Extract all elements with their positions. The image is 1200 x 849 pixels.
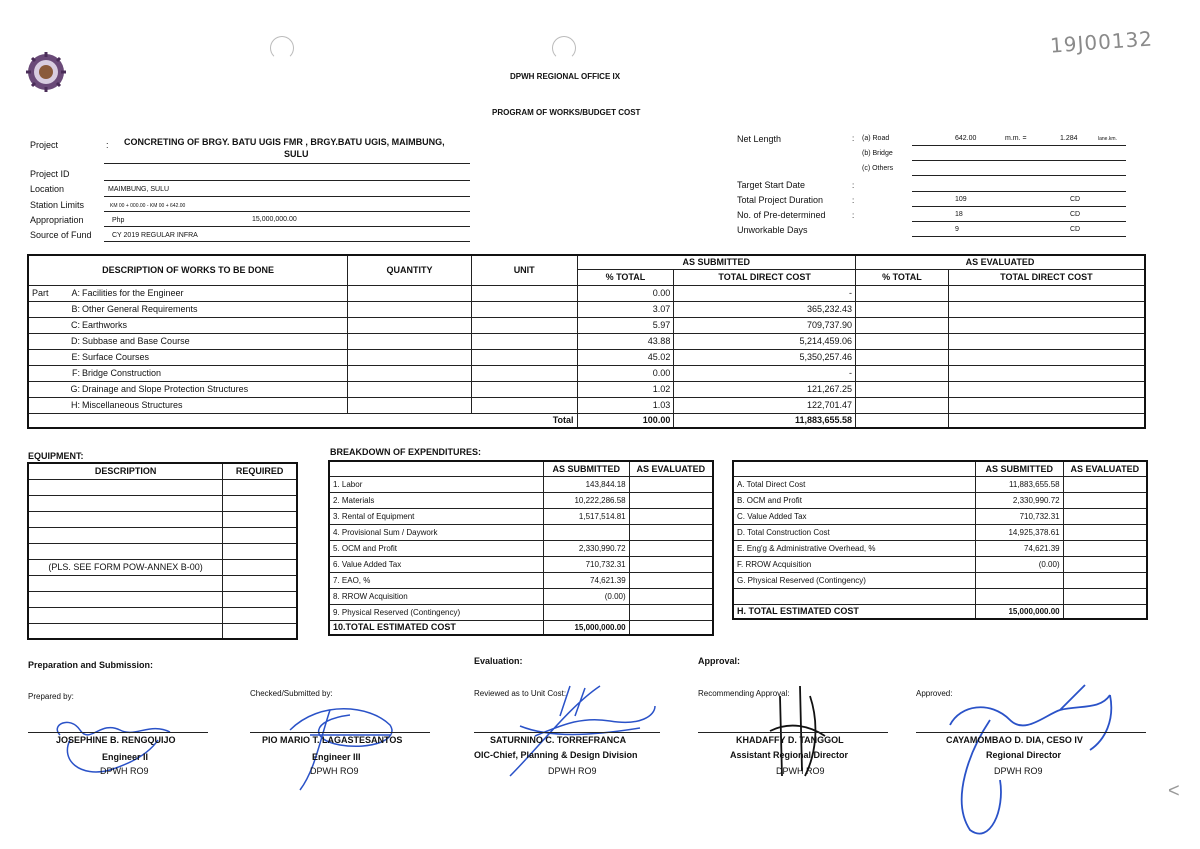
works-letter: C: xyxy=(71,320,80,330)
road-underline xyxy=(912,145,1126,146)
bridge-underline xyxy=(912,160,1126,161)
equipment-note: (PLS. SEE FORM POW-ANNEX B-00) xyxy=(28,559,223,575)
h-unit: UNIT xyxy=(471,255,577,285)
works-pct-evaluated xyxy=(856,349,949,365)
works-pct-evaluated xyxy=(856,381,949,397)
equipment-description xyxy=(28,479,223,495)
equipment-description xyxy=(28,623,223,639)
sig-1-line xyxy=(28,732,208,733)
works-desc: Surface Courses xyxy=(82,352,150,362)
summary-row xyxy=(733,476,1147,492)
works-row xyxy=(28,301,1145,317)
equipment-description xyxy=(28,607,223,623)
h-tdc-submitted: TOTAL DIRECT COST xyxy=(674,269,856,285)
others-label: (c) Others xyxy=(862,165,894,172)
h-equip-description: DESCRIPTION xyxy=(28,463,223,479)
equipment-row xyxy=(28,607,297,623)
form-title: PROGRAM OF WORKS/BUDGET COST xyxy=(492,108,641,117)
summary-row xyxy=(733,556,1147,572)
road-label: (a) Road xyxy=(862,135,890,142)
duration-value: 109 xyxy=(955,196,967,203)
breakdown-row xyxy=(329,572,713,588)
h-summary-submitted: AS SUBMITTED xyxy=(975,461,1063,476)
works-row xyxy=(28,381,1145,397)
breakdown-evaluated xyxy=(629,508,713,524)
works-row xyxy=(28,285,1145,301)
equipment-title: EQUIPMENT: xyxy=(28,451,84,461)
sig-3-office: DPWH RO9 xyxy=(548,766,597,776)
summary-row xyxy=(733,588,1147,604)
works-letter: F: xyxy=(72,368,80,378)
summary-label: G. Physical Reserved (Contingency) xyxy=(733,572,975,588)
breakdown-value: 2,330,990.72 xyxy=(543,540,629,556)
works-desc: Earthworks xyxy=(82,320,128,330)
equipment-required xyxy=(223,495,297,511)
works-desc: Bridge Construction xyxy=(82,368,162,378)
sig-4-title: Assistant Regional Director xyxy=(730,750,849,760)
eval-title: Evaluation: xyxy=(474,656,523,666)
summary-total-evaluated xyxy=(1063,604,1147,619)
breakdown-value: 710,732.31 xyxy=(543,556,629,572)
breakdown-value: (0.00) xyxy=(543,588,629,604)
works-letter: B: xyxy=(71,304,80,314)
breakdown-row xyxy=(329,604,713,620)
station-value: KM 00 + 000.00 - KM 00 + 642.00 xyxy=(110,203,186,209)
fund-underline xyxy=(104,241,470,242)
breakdown-evaluated xyxy=(629,588,713,604)
works-pct: 45.02 xyxy=(577,349,674,365)
sig-1-name: JOSEPHINE B. RENGQUIJO xyxy=(56,735,176,745)
works-unit xyxy=(471,397,577,413)
h-breakdown-submitted: AS SUBMITTED xyxy=(543,461,629,476)
predetermined-value: 18 xyxy=(955,211,963,218)
summary-label xyxy=(733,588,975,604)
breakdown-value: 143,844.18 xyxy=(543,476,629,492)
works-cost-evaluated xyxy=(948,285,1145,301)
breakdown-row xyxy=(329,588,713,604)
summary-value: (0.00) xyxy=(975,556,1063,572)
summary-value: 11,883,655.58 xyxy=(975,476,1063,492)
works-cost-evaluated xyxy=(948,301,1145,317)
station-underline xyxy=(104,211,470,212)
summary-row xyxy=(733,524,1147,540)
works-unit xyxy=(471,349,577,365)
hole-punch-center xyxy=(552,36,576,60)
sig-1-office: DPWH RO9 xyxy=(100,766,149,776)
handwritten-code: 19J00132 xyxy=(1049,26,1154,58)
checked-by-label: Checked/Submitted by: xyxy=(250,689,333,698)
works-cost: 709,737.90 xyxy=(674,317,856,333)
prepared-by-label: Prepared by: xyxy=(28,692,74,701)
equipment-table xyxy=(27,462,298,640)
breakdown-value: 1,517,514.81 xyxy=(543,508,629,524)
hole-punch-left xyxy=(270,36,294,60)
breakdown-label: 4. Provisional Sum / Daywork xyxy=(329,524,543,540)
equipment-description xyxy=(28,511,223,527)
equipment-description xyxy=(28,591,223,607)
equipment-description xyxy=(28,543,223,559)
summary-value xyxy=(975,572,1063,588)
dpwh-logo xyxy=(26,52,66,92)
unworkable-label: Unworkable Days xyxy=(737,225,808,235)
summary-value: 74,621.39 xyxy=(975,540,1063,556)
works-quantity xyxy=(348,349,472,365)
summary-row xyxy=(733,540,1147,556)
works-pct: 1.02 xyxy=(577,381,674,397)
works-desc: Subbase and Base Course xyxy=(82,336,190,346)
works-description xyxy=(28,333,348,349)
equipment-row xyxy=(28,543,297,559)
equipment-row xyxy=(28,559,297,575)
h-equip-required: REQUIRED xyxy=(223,463,297,479)
equipment-row xyxy=(28,527,297,543)
works-cost-evaluated xyxy=(948,365,1145,381)
works-letter: A: xyxy=(71,288,80,298)
equipment-required xyxy=(223,559,297,575)
summary-table xyxy=(732,460,1148,620)
works-cost-evaluated xyxy=(948,381,1145,397)
duration-underline xyxy=(912,206,1126,207)
equipment-required xyxy=(223,623,297,639)
h-breakdown-blank xyxy=(329,461,543,476)
location-value: MAIMBUNG, SULU xyxy=(108,186,170,193)
equipment-required xyxy=(223,575,297,591)
sig-2-office: DPWH RO9 xyxy=(310,766,359,776)
duration-label: Total Project Duration xyxy=(737,195,824,205)
net-length-label: Net Length xyxy=(737,134,782,144)
equipment-required xyxy=(223,543,297,559)
works-pct: 0.00 xyxy=(577,285,674,301)
works-pct-evaluated xyxy=(856,301,949,317)
h-summary-blank xyxy=(733,461,975,476)
breakdown-value xyxy=(543,524,629,540)
works-cost: 5,350,257.46 xyxy=(674,349,856,365)
works-cost: 121,267.25 xyxy=(674,381,856,397)
total-label: Total xyxy=(28,413,577,428)
works-pct: 5.97 xyxy=(577,317,674,333)
colon: : xyxy=(852,134,855,143)
works-cost-evaluated xyxy=(948,349,1145,365)
summary-label: F. RROW Acquisition xyxy=(733,556,975,572)
summary-row xyxy=(733,492,1147,508)
summary-label: A. Total Direct Cost xyxy=(733,476,975,492)
works-quantity xyxy=(348,397,472,413)
appropriation-underline xyxy=(104,226,470,227)
works-quantity xyxy=(348,381,472,397)
works-unit xyxy=(471,365,577,381)
total-pct-evaluated xyxy=(856,413,949,428)
breakdown-label: 7. EAO, % xyxy=(329,572,543,588)
h-pct-submitted: % TOTAL xyxy=(577,269,674,285)
predetermined-label: No. of Pre-determined xyxy=(737,210,826,220)
sig-5-name: CAYAMOMBAO D. DIA, CESO IV xyxy=(946,735,1083,745)
works-desc: Facilities for the Engineer xyxy=(82,288,184,298)
works-row xyxy=(28,317,1145,333)
summary-evaluated xyxy=(1063,540,1147,556)
h-quantity: QUANTITY xyxy=(348,255,472,285)
project-id-underline xyxy=(104,180,470,181)
works-pct-evaluated xyxy=(856,397,949,413)
unworkable-unit: CD xyxy=(1070,226,1081,233)
project-label: Project xyxy=(30,140,59,150)
sig-3-line xyxy=(474,732,660,733)
reviewed-by-label: Reviewed as to Unit Cost: xyxy=(474,689,567,698)
recommending-label: Recommending Approval: xyxy=(698,689,790,698)
breakdown-value: 74,621.39 xyxy=(543,572,629,588)
breakdown-row xyxy=(329,540,713,556)
summary-evaluated xyxy=(1063,556,1147,572)
works-desc: Miscellaneous Structures xyxy=(82,400,183,410)
breakdown-label: 8. RROW Acquisition xyxy=(329,588,543,604)
summary-evaluated xyxy=(1063,492,1147,508)
breakdown-row xyxy=(329,524,713,540)
works-cost: 5,214,459.06 xyxy=(674,333,856,349)
location-underline xyxy=(104,196,470,197)
summary-total-label: H. TOTAL ESTIMATED COST xyxy=(733,604,975,619)
signature-5-ink xyxy=(930,680,1140,840)
office-name: DPWH REGIONAL OFFICE IX xyxy=(510,72,621,81)
works-unit xyxy=(471,301,577,317)
works-cost-evaluated xyxy=(948,317,1145,333)
equipment-required xyxy=(223,511,297,527)
appropriation-label: Appropriation xyxy=(30,215,84,225)
summary-label: C. Value Added Tax xyxy=(733,508,975,524)
breakdown-title: BREAKDOWN OF EXPENDITURES: xyxy=(330,447,482,457)
summary-row xyxy=(733,572,1147,588)
works-cost-evaluated xyxy=(948,333,1145,349)
breakdown-evaluated xyxy=(629,604,713,620)
equipment-row xyxy=(28,623,297,639)
works-desc: Other General Requirements xyxy=(82,304,198,314)
works-cost: - xyxy=(674,365,856,381)
summary-value xyxy=(975,588,1063,604)
project-value-line2: SULU xyxy=(284,149,309,159)
unworkable-underline xyxy=(912,236,1126,237)
works-pct-evaluated xyxy=(856,317,949,333)
road-km-unit: lane.km. xyxy=(1098,136,1117,142)
approved-label: Approved: xyxy=(916,689,953,698)
breakdown-evaluated xyxy=(629,556,713,572)
works-cost-evaluated xyxy=(948,397,1145,413)
breakdown-label: 6. Value Added Tax xyxy=(329,556,543,572)
equipment-row xyxy=(28,511,297,527)
works-pct: 1.03 xyxy=(577,397,674,413)
works-pct-evaluated xyxy=(856,333,949,349)
sig-4-name: KHADAFFY D. TANGGOL xyxy=(736,735,844,745)
equipment-required xyxy=(223,607,297,623)
target-label: Target Start Date xyxy=(737,180,806,190)
equipment-row xyxy=(28,591,297,607)
colon: : xyxy=(852,196,855,205)
breakdown-label: 9. Physical Reserved (Contingency) xyxy=(329,604,543,620)
breakdown-row xyxy=(329,556,713,572)
sig-5-line xyxy=(916,732,1146,733)
works-quantity xyxy=(348,301,472,317)
colon: : xyxy=(852,181,855,190)
total-pct: 100.00 xyxy=(577,413,674,428)
works-description xyxy=(28,317,348,333)
summary-label: E. Eng'g & Administrative Overhead, % xyxy=(733,540,975,556)
breakdown-row xyxy=(329,508,713,524)
works-row xyxy=(28,365,1145,381)
duration-unit: CD xyxy=(1070,196,1081,203)
summary-value: 710,732.31 xyxy=(975,508,1063,524)
unworkable-value: 9 xyxy=(955,226,959,233)
works-unit xyxy=(471,285,577,301)
works-desc: Drainage and Slope Protection Structures xyxy=(82,384,249,394)
works-quantity xyxy=(348,317,472,333)
predetermined-unit: CD xyxy=(1070,211,1081,218)
part-label: Part xyxy=(32,288,49,298)
project-id-label: Project ID xyxy=(30,169,70,179)
breakdown-evaluated xyxy=(629,572,713,588)
works-description xyxy=(28,349,348,365)
breakdown-evaluated xyxy=(629,524,713,540)
summary-value: 2,330,990.72 xyxy=(975,492,1063,508)
prep-title: Preparation and Submission: xyxy=(28,660,154,670)
predetermined-underline xyxy=(912,221,1126,222)
breakdown-evaluated xyxy=(629,540,713,556)
breakdown-total-evaluated xyxy=(629,620,713,635)
summary-evaluated xyxy=(1063,476,1147,492)
sig-1-title: Engineer II xyxy=(102,752,149,762)
sig-3-name: SATURNINO C. TORREFRANCA xyxy=(490,735,627,745)
works-description xyxy=(28,397,348,413)
sig-4-office: DPWH RO9 xyxy=(776,766,825,776)
breakdown-evaluated xyxy=(629,476,713,492)
works-unit xyxy=(471,317,577,333)
works-quantity xyxy=(348,333,472,349)
sig-2-name: PIO MARIO T. LAGASTESANTOS xyxy=(262,735,403,745)
sig-5-title: Regional Director xyxy=(986,750,1062,760)
breakdown-table xyxy=(328,460,714,636)
works-quantity xyxy=(348,285,472,301)
works-table xyxy=(27,254,1146,429)
location-label: Location xyxy=(30,184,65,194)
summary-evaluated xyxy=(1063,572,1147,588)
works-description xyxy=(28,365,348,381)
summary-label: B. OCM and Profit xyxy=(733,492,975,508)
equipment-description xyxy=(28,495,223,511)
road-value: 642.00 xyxy=(955,135,977,142)
works-letter: H: xyxy=(71,400,80,410)
summary-value: 14,925,378.61 xyxy=(975,524,1063,540)
road-km: 1.284 xyxy=(1060,135,1078,142)
works-row xyxy=(28,333,1145,349)
road-unit: m.m. = xyxy=(1005,135,1027,142)
breakdown-label: 3. Rental of Equipment xyxy=(329,508,543,524)
h-description: DESCRIPTION OF WORKS TO BE DONE xyxy=(28,255,348,285)
works-quantity xyxy=(348,365,472,381)
fund-label: Source of Fund xyxy=(30,230,92,240)
works-row xyxy=(28,349,1145,365)
margin-mark: < xyxy=(1168,780,1180,802)
h-as-evaluated: AS EVALUATED xyxy=(856,255,1146,269)
h-summary-evaluated: AS EVALUATED xyxy=(1063,461,1147,476)
others-underline xyxy=(912,175,1126,176)
station-label: Station Limits xyxy=(30,200,85,210)
target-underline xyxy=(912,191,1126,192)
breakdown-total-label: 10.TOTAL ESTIMATED COST xyxy=(329,620,543,635)
summary-evaluated xyxy=(1063,508,1147,524)
sig-2-line xyxy=(250,732,430,733)
works-description xyxy=(28,381,348,397)
h-as-submitted: AS SUBMITTED xyxy=(577,255,855,269)
sig-3-title: OIC-Chief, Planning & Design Division xyxy=(474,750,638,760)
breakdown-label: 2. Materials xyxy=(329,492,543,508)
works-row xyxy=(28,397,1145,413)
summary-row xyxy=(733,508,1147,524)
equipment-row xyxy=(28,479,297,495)
works-letter: G: xyxy=(70,384,80,394)
approval-title: Approval: xyxy=(698,656,741,666)
summary-label: D. Total Construction Cost xyxy=(733,524,975,540)
summary-evaluated xyxy=(1063,588,1147,604)
works-pct-evaluated xyxy=(856,365,949,381)
fund-value: CY 2019 REGULAR INFRA xyxy=(112,232,198,239)
breakdown-total-value: 15,000,000.00 xyxy=(543,620,629,635)
appropriation-value: 15,000,000.00 xyxy=(252,216,297,223)
sig-5-office: DPWH RO9 xyxy=(994,766,1043,776)
breakdown-label: 5. OCM and Profit xyxy=(329,540,543,556)
summary-total-value: 15,000,000.00 xyxy=(975,604,1063,619)
signature-2-ink xyxy=(270,690,410,800)
sig-2-title: Engineer III xyxy=(312,752,361,762)
h-breakdown-evaluated: AS EVALUATED xyxy=(629,461,713,476)
equipment-description xyxy=(28,527,223,543)
breakdown-row xyxy=(329,492,713,508)
equipment-required xyxy=(223,527,297,543)
works-cost: 365,232.43 xyxy=(674,301,856,317)
h-tdc-evaluated: TOTAL DIRECT COST xyxy=(948,269,1145,285)
equipment-row xyxy=(28,575,297,591)
works-pct: 43.88 xyxy=(577,333,674,349)
total-cost-evaluated xyxy=(948,413,1145,428)
breakdown-evaluated xyxy=(629,492,713,508)
works-letter: D: xyxy=(71,336,80,346)
summary-evaluated xyxy=(1063,524,1147,540)
works-pct: 0.00 xyxy=(577,365,674,381)
breakdown-value: 10,222,286.58 xyxy=(543,492,629,508)
colon: : xyxy=(106,140,109,150)
works-unit xyxy=(471,381,577,397)
works-letter: E: xyxy=(71,352,80,362)
works-description xyxy=(28,285,348,301)
h-pct-evaluated: % TOTAL xyxy=(856,269,949,285)
works-pct-evaluated xyxy=(856,285,949,301)
works-pct: 3.07 xyxy=(577,301,674,317)
total-cost: 11,883,655.58 xyxy=(674,413,856,428)
breakdown-row xyxy=(329,476,713,492)
bridge-label: (b) Bridge xyxy=(862,150,893,157)
works-cost: - xyxy=(674,285,856,301)
works-cost: 122,701.47 xyxy=(674,397,856,413)
equipment-row xyxy=(28,495,297,511)
works-description xyxy=(28,301,348,317)
breakdown-value xyxy=(543,604,629,620)
equipment-required xyxy=(223,479,297,495)
project-value-line1: CONCRETING OF BRGY. BATU UGIS FMR , BRGY.BATU UGIS, MAIMBUNG, xyxy=(124,137,445,147)
sig-4-line xyxy=(698,732,888,733)
equipment-description xyxy=(28,575,223,591)
breakdown-label: 1. Labor xyxy=(329,476,543,492)
equipment-required xyxy=(223,591,297,607)
colon: : xyxy=(852,211,855,220)
works-unit xyxy=(471,333,577,349)
appropriation-currency: Php xyxy=(112,217,125,224)
project-underline xyxy=(104,163,470,164)
